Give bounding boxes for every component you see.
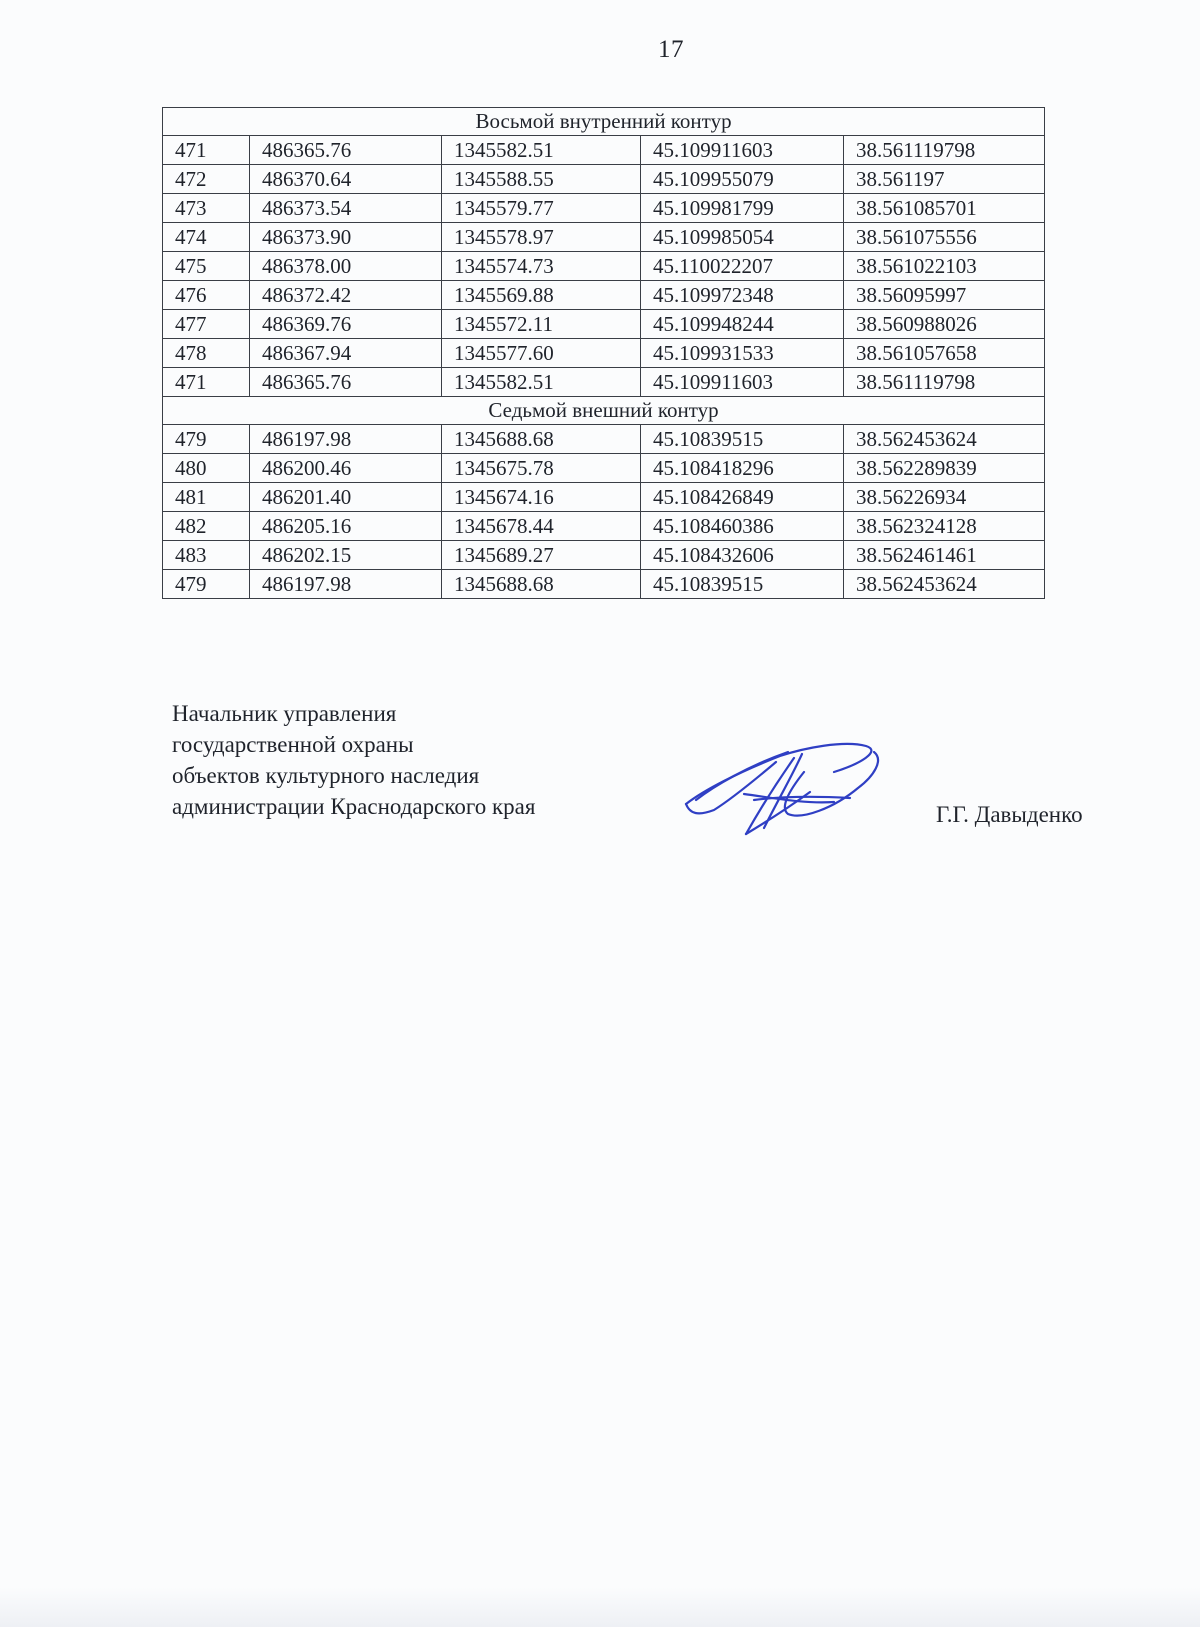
latitude-cell: 45.10839515 [641,425,844,454]
position-title-line-4: администрации Краснодарского края [172,794,536,819]
longitude-cell: 38.561022103 [844,252,1045,281]
table-row [163,454,1045,483]
y-coordinate-cell: 1345688.68 [442,425,641,454]
table-row [163,483,1045,512]
table-row [163,425,1045,454]
y-coordinate-cell: 1345569.88 [442,281,641,310]
point-number-cell: 483 [163,541,250,570]
table-row [163,281,1045,310]
point-number-cell: 471 [163,136,250,165]
longitude-cell: 38.562453624 [844,570,1045,599]
table-row [163,194,1045,223]
table-row [163,339,1045,368]
x-coordinate-cell: 486205.16 [250,512,442,541]
point-number-cell: 480 [163,454,250,483]
handwritten-signature [684,742,894,842]
longitude-cell: 38.560988026 [844,310,1045,339]
table-row [163,512,1045,541]
point-number-cell: 479 [163,570,250,599]
point-number-cell: 473 [163,194,250,223]
latitude-cell: 45.109985054 [641,223,844,252]
y-coordinate-cell: 1345577.60 [442,339,641,368]
x-coordinate-cell: 486367.94 [250,339,442,368]
y-coordinate-cell: 1345688.68 [442,570,641,599]
point-number-cell: 479 [163,425,250,454]
y-coordinate-cell: 1345574.73 [442,252,641,281]
signature-block [172,698,535,822]
latitude-cell: 45.109911603 [641,136,844,165]
x-coordinate-cell: 486197.98 [250,570,442,599]
scan-edge-shadow [0,1587,1200,1627]
table-row [163,368,1045,397]
longitude-cell: 38.561119798 [844,368,1045,397]
table-row [163,541,1045,570]
longitude-cell: 38.562453624 [844,425,1045,454]
point-number-cell: 477 [163,310,250,339]
latitude-cell: 45.109931533 [641,339,844,368]
latitude-cell: 45.109955079 [641,165,844,194]
table-row [163,252,1045,281]
longitude-cell: 38.561057658 [844,339,1045,368]
x-coordinate-cell: 486197.98 [250,425,442,454]
point-number-cell: 481 [163,483,250,512]
section-header-row [163,397,1045,425]
y-coordinate-cell: 1345588.55 [442,165,641,194]
longitude-cell: 38.561197 [844,165,1045,194]
section-title: Седьмой внешний контур [163,397,1045,425]
position-title-line-2: государственной охраны [172,732,414,757]
point-number-cell: 475 [163,252,250,281]
y-coordinate-cell: 1345675.78 [442,454,641,483]
y-coordinate-cell: 1345572.11 [442,310,641,339]
table-row [163,223,1045,252]
table-row [163,165,1045,194]
y-coordinate-cell: 1345582.51 [442,368,641,397]
x-coordinate-cell: 486369.76 [250,310,442,339]
section-header-row [163,108,1045,136]
point-number-cell: 472 [163,165,250,194]
latitude-cell: 45.108432606 [641,541,844,570]
point-number-cell: 478 [163,339,250,368]
x-coordinate-cell: 486373.54 [250,194,442,223]
x-coordinate-cell: 486200.46 [250,454,442,483]
longitude-cell: 38.561119798 [844,136,1045,165]
x-coordinate-cell: 486201.40 [250,483,442,512]
latitude-cell: 45.109972348 [641,281,844,310]
y-coordinate-cell: 1345578.97 [442,223,641,252]
coordinates-table-body [163,108,1045,599]
x-coordinate-cell: 486372.42 [250,281,442,310]
y-coordinate-cell: 1345674.16 [442,483,641,512]
point-number-cell: 471 [163,368,250,397]
point-number-cell: 476 [163,281,250,310]
y-coordinate-cell: 1345579.77 [442,194,641,223]
signatory-name: Г.Г. Давыденко [936,802,1083,827]
x-coordinate-cell: 486365.76 [250,136,442,165]
coordinates-table [162,107,1045,599]
latitude-cell: 45.10839515 [641,570,844,599]
x-coordinate-cell: 486378.00 [250,252,442,281]
latitude-cell: 45.108460386 [641,512,844,541]
table-row [163,136,1045,165]
section-title: Восьмой внутренний контур [163,108,1045,136]
table-row [163,310,1045,339]
longitude-cell: 38.561085701 [844,194,1045,223]
page-number: 17 [658,36,684,63]
position-title-line-1: Начальник управления [172,701,397,726]
latitude-cell: 45.108426849 [641,483,844,512]
latitude-cell: 45.110022207 [641,252,844,281]
y-coordinate-cell: 1345582.51 [442,136,641,165]
latitude-cell: 45.109948244 [641,310,844,339]
y-coordinate-cell: 1345678.44 [442,512,641,541]
longitude-cell: 38.562289839 [844,454,1045,483]
position-title-line-3: объектов культурного наследия [172,763,480,788]
latitude-cell: 45.109911603 [641,368,844,397]
point-number-cell: 474 [163,223,250,252]
y-coordinate-cell: 1345689.27 [442,541,641,570]
longitude-cell: 38.56095997 [844,281,1045,310]
x-coordinate-cell: 486373.90 [250,223,442,252]
latitude-cell: 45.109981799 [641,194,844,223]
table-row [163,570,1045,599]
x-coordinate-cell: 486202.15 [250,541,442,570]
x-coordinate-cell: 486365.76 [250,368,442,397]
x-coordinate-cell: 486370.64 [250,165,442,194]
longitude-cell: 38.562324128 [844,512,1045,541]
point-number-cell: 482 [163,512,250,541]
longitude-cell: 38.562461461 [844,541,1045,570]
longitude-cell: 38.56226934 [844,483,1045,512]
latitude-cell: 45.108418296 [641,454,844,483]
longitude-cell: 38.561075556 [844,223,1045,252]
